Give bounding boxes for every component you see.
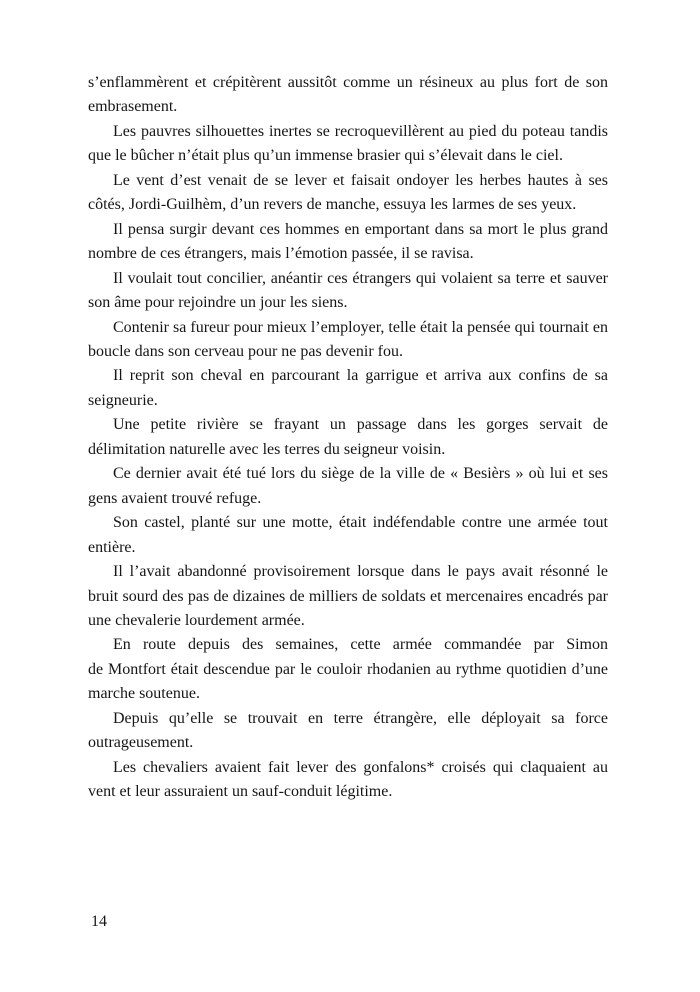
paragraph: Son castel, planté sur une motte, était indéfendable contre une armée tout entière. — [88, 514, 608, 556]
paragraph: Contenir sa fureur pour mieux l’employer, telle était la pensée qui tournait en boucle dans son cerveau pour ne pas devenir fou. — [88, 318, 608, 360]
paragraph: s’enflammèrent et crépitèrent aussitôt comme un résineux au plus fort de son embrasement. — [88, 74, 608, 116]
paragraph: Depuis qu’elle se trouvait en terre étrangère, elle déployait sa force outrageusement. — [88, 709, 608, 752]
paragraph: Le vent d’est venait de se lever et faisait ondoyer les herbes hautes à ses côtés, Jordi-Guilhèm, d’un revers de manche, essuya les larmes de ses yeux. — [88, 171, 608, 214]
paragraph: Ce dernier avait été tué lors du siège de la ville de « Besièrs » où lui et ses gens avaient trouvé refuge. — [88, 465, 608, 507]
paragraph: En route depuis des semaines, cette armée commandée par Simon de Montfort était descendue par le couloir rhodanien au rythme quotidien d’une marche soutenue. — [88, 636, 608, 703]
paragraph: Il pensa surgir devant ces hommes en emportant dans sa mort le plus grand nombre de ces étrangers, mais l’émotion passée, il se ravisa. — [88, 220, 608, 263]
paragraph: Les chevaliers avaient fait lever des gonfalons* croisés qui claquaient au vent et leur assuraient un sauf-conduit légitime. — [88, 758, 608, 801]
body-text — [88, 71, 608, 805]
paragraph: Il l’avait abandonné provisoirement lorsque dans le pays avait résonné le bruit sourd des pas de dizaines de milliers de soldats et mercenaires encadrés par une chevalerie lourdement armée. — [88, 563, 608, 629]
paragraph: Les pauvres silhouettes inertes se recroquevillèrent au pied du poteau tandis que le bûcher n’était plus qu’un immense brasier qui s’élevait dans le ciel. — [88, 122, 608, 165]
paragraph: Une petite rivière se frayant un passage dans les gorges servait de délimitation naturelle avec les terres du seigneur voisin. — [88, 416, 608, 458]
page-number: 14 — [91, 913, 107, 930]
paragraph: Il reprit son cheval en parcourant la garrigue et arriva aux confins de sa seigneurie. — [88, 367, 608, 409]
paragraph: Il voulait tout concilier, anéantir ces étrangers qui volaient sa terre et sauver son âme pour rejoindre un jour les siens. — [88, 269, 608, 312]
